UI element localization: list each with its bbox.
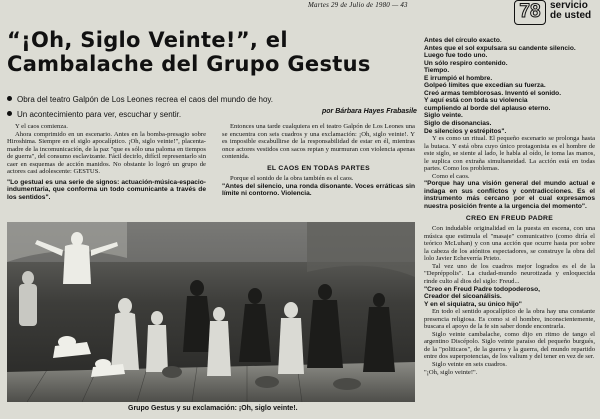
poem-line: Un sólo respiro contenido. [424,59,508,67]
photo-caption: Grupo Gestus y su exclamación: ¡Oh, siglo veinte!. [128,405,298,412]
poem-line: Golpeó límites que excedían su fuerza. [424,82,546,90]
poem-line: Siglo de disonancias. [424,120,492,128]
poem-line: Antes del círculo exacto. [424,37,502,44]
poem-line: Luego fue todo uno. [424,52,488,60]
poem-block [424,37,595,135]
section-label-line1: servicio [550,0,588,11]
headline-line2: Cambalache del Grupo Gestus [7,52,371,76]
subheading: CREO EN FREUD PADRE [465,214,554,222]
paragraph: "¡Oh, siglo veinte!". [424,368,478,376]
quote-paragraph: "Antes del silencio, una ronda disonante. Voces erráticas sin límite ni contorno. Violencia. [222,182,415,198]
section-number: 78 [514,0,546,25]
byline: por Bárbara Hayes Frabasile [322,108,417,115]
quote-line: Y en el siquiatra, su único hijo" [424,300,522,308]
poem-line: De silencios y estrépitos". [424,127,507,135]
quote-line: Creador del sicoanálisis. [424,293,502,301]
dateline: Martes 29 de Julio de 1980 — 43 [308,1,408,9]
paragraph: Con indudable originalidad en la puesta en escena, con una música que estimula el "masaje" comunicativo (como diría el teórico McLuhan) y con una acción que ocurre hasta por sobre la cabeza de los atónitos espectadores, se construye la obra del lolo Javier Echeverría Prieto. [424,225,595,263]
article-column-3 [424,37,595,376]
article-column-1 [7,123,206,201]
paragraph: Como el caos. [432,172,470,180]
poem-line: Antes que el sol expulsara su candente silencio. [424,44,576,52]
poem-line: Tiempo. [424,67,450,75]
paragraph: Entonces una tarde cualquiera en el teatro Galpón de Los Leones una se encuentra con seis cuadros y una exclamación: ¡Oh, siglo veinte!. Y es imposible escabullirse de la responsabilidad de estar en él, mientras once actores vestidos con sacos reptan y murmuran con violencia apenas contenida. [222,123,415,161]
paragraph: En todo el sentido apocalíptico de la obra hay una constante presencia religiosa. Es como si el hombre, inconscientemente, buscara el apoyo de la fe sin saber donde encontrarla. [424,308,595,331]
section-label-line2: de usted [550,10,592,21]
bullet-dot-icon [7,96,12,101]
poem-line: Y aquí está con toda su violencia [424,97,528,105]
paragraph: Y el caos comienza. [15,123,68,130]
bullet-text: Obra del teatro Galpón de Los Leones recrea el caos del mundo de hoy. [17,95,274,104]
section-logo [514,0,598,24]
bullet-dot-icon [7,111,12,116]
quote-line: "Creo en Freud Padre todopoderoso, [424,285,540,293]
paragraph: Y es como un ritual. El pequeño escenario se prolonga hasta la butaca. Y está obra cuyo único protagonista es el hombre de este siglo, se siente al lado, le habla al oído, le toma las manos, le suplica con extraña simultaneidad. La acción está en todas partes. Como los problemas. [424,135,595,173]
poem-line: Creó armas temblorosas. Inventó el sonido. [424,89,562,97]
poem-line: cumpliendo al borde del aplauso eterno. [424,104,551,112]
section-label [550,1,591,21]
headline [7,28,417,76]
quote-paragraph: "Lo gestual es una serie de signos: actuación-música-espacio-indumentaria, que conforma un todo comunicante a través de los sentidos". [7,178,206,201]
paragraph: Siglo veinte cambalache, como dijo en ritmo de tango el argentino Discépolo. Siglo veinte paraíso del pequeño burgués, de la "politicaos", de la guerra y la guerra, del mundo repartido entre dos superpotencias, de los valium y del tener en vez de ser. [424,330,595,361]
theater-group-photo [7,222,415,402]
article-photo [7,222,415,402]
paragraph: Porque el sonido de la obra también es el caos. [230,175,354,183]
paragraph: Siglo veinte en seis cuadros. [432,360,507,368]
paragraph: Tal vez uno de los cuadros mejor logrados es el de la "Depréppolis". La ciudad-mundo neurotizada y enloquecida rinde culto al dios del siglo: Freud... [424,262,595,285]
bullet-item [7,92,417,107]
bullet-text: Un acontecimiento para ver, escuchar y sentir. [17,110,182,119]
article-column-2 [222,123,415,198]
poem-line: E irrumpió el hombre. [424,74,493,82]
paragraph: Ahora comprimido en un escenario. Antes en la bomba-presagio sobre Hiroshima. Siempre en el siglo apocalíptico. ¡Oh, siglo veinte!", placenta-madre de la incomunicación, de la paz "que es sólo una paloma en tiempos de guerra", del consumo esclavizante. Fácil decirlo, difícil representarlo sin caer en esquemas de acción manidos. No obstante lo logró un grupo de actores casi adolescente: GESTUS. [7,130,206,176]
headline-line1: “¡Oh, Siglo Veinte!”, el [7,28,288,52]
quote-paragraph: "Porque hay una visión general del mundo actual e indaga en sus conflictos y contradicciones. Es el instrumento más cercano por el cual expresamos nuestra posición frente a la urgencia del momento". [424,180,595,211]
summary-bullets [7,92,417,122]
poem-line: Siglo veinte. [424,112,463,120]
subheading: EL CAOS EN TODAS PARTES [267,164,370,172]
